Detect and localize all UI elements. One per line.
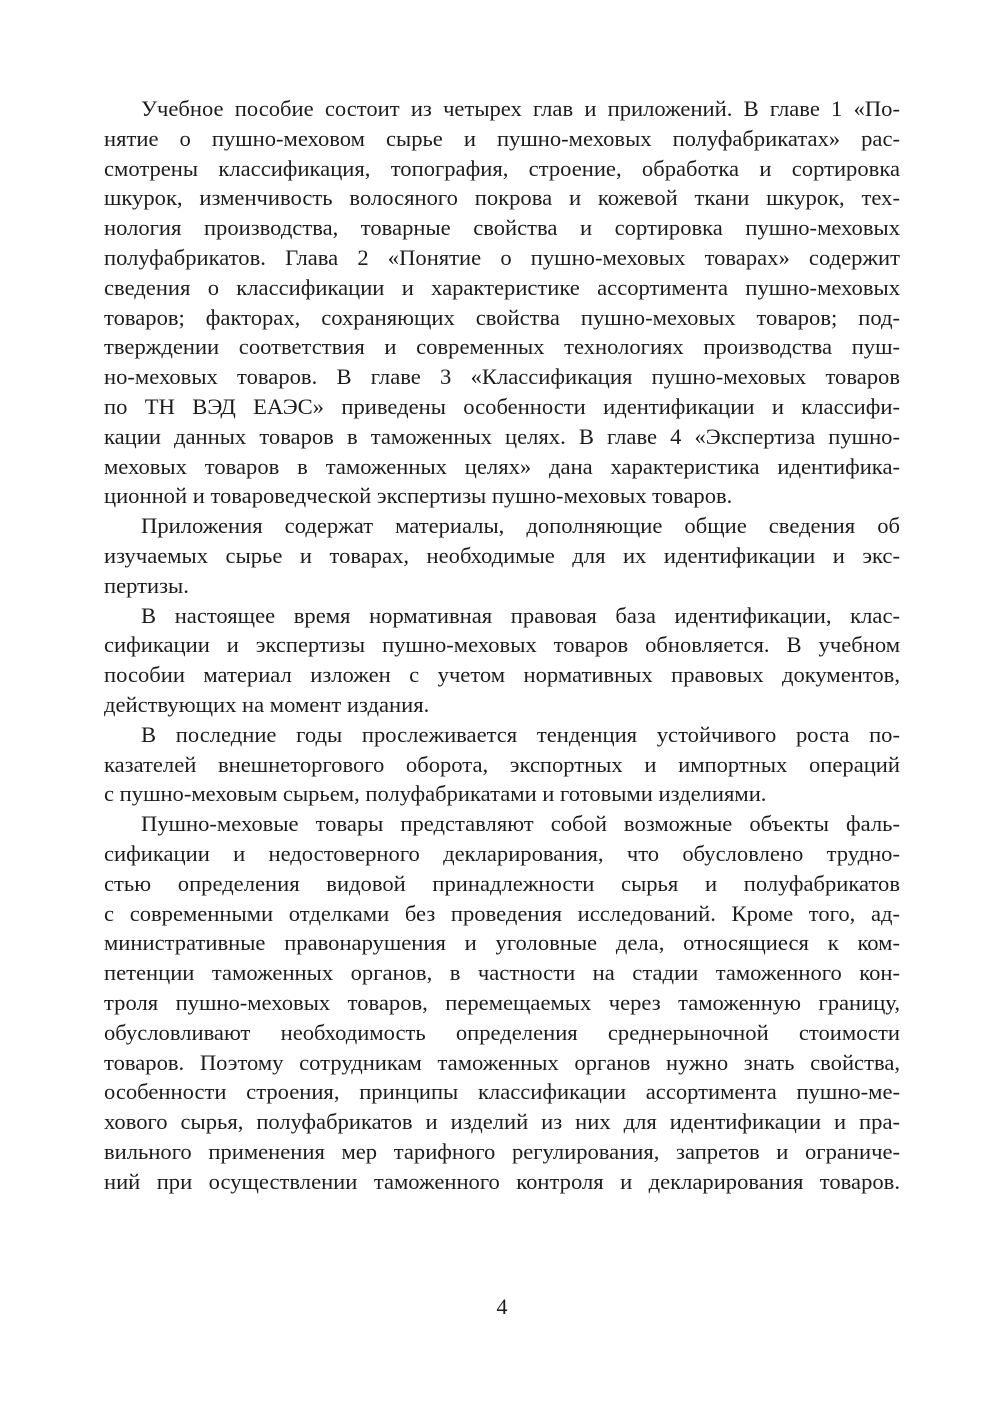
- text-line: шкурок, изменчивость волосяного покрова и кожевой ткани шкурок, тех-: [104, 185, 900, 211]
- text-line: сификации и недостоверного декларирования, что обусловлено трудно-: [104, 840, 900, 866]
- text-line: полуфабрикатов. Глава 2 «Понятие о пушно-меховых товарах» содержит: [104, 244, 900, 270]
- text-line: с пушно-меховым сырьем, полуфабрикатами и готовыми изделиями.: [104, 781, 767, 807]
- text-line: казателей внешнеторгового оборота, экспортных и импортных операций: [104, 751, 900, 777]
- text-line: ционной и товароведческой экспертизы пушно-меховых товаров.: [104, 483, 733, 509]
- text-line: вильного применения мер тарифного регулирования, запретов и ограниче-: [104, 1138, 900, 1164]
- paragraph-5: [104, 809, 900, 1196]
- text-line: пособии материал изложен с учетом нормативных правовых документов,: [104, 662, 900, 688]
- paragraph-1: [104, 94, 900, 511]
- text-line: Пушно-меховые товары представляют собой возможные объекты фаль-: [141, 811, 900, 837]
- text-line: меховых товаров в таможенных целях» дана характеристика идентифика-: [104, 453, 900, 479]
- paragraph-4: [104, 720, 900, 809]
- text-line: ний при осуществлении таможенного контроля и декларирования товаров.: [104, 1168, 900, 1194]
- text-line: кации данных товаров в таможенных целях. В главе 4 «Экспертиза пушно-: [104, 423, 900, 449]
- text-line: действующих на момент издания.: [104, 691, 430, 717]
- text-line: министративные правонарушения и уголовные дела, относящиеся к ком-: [104, 930, 900, 956]
- text-line: по ТН ВЭД ЕАЭС» приведены особенности идентификации и классифи-: [104, 393, 900, 419]
- text-line: нология производства, товарные свойства и сортировка пушно-меховых: [104, 215, 900, 241]
- paragraph-2: [104, 511, 900, 600]
- text-line: изучаемых сырье и товарах, необходимые для их идентификации и экс-: [104, 542, 900, 568]
- text-line: сификации и экспертизы пушно-меховых товаров обновляется. В учебном: [104, 632, 900, 658]
- text-line: петенции таможенных органов, в частности на стадии таможенного кон-: [104, 960, 900, 986]
- text-line: но-меховых товаров. В главе 3 «Классификация пушно-меховых товаров: [104, 364, 900, 390]
- text-line: Приложения содержат материалы, дополняющие общие сведения об: [141, 513, 900, 539]
- page-number: 4: [496, 1294, 508, 1319]
- text-line: особенности строения, принципы классификации ассортимента пушно-ме-: [104, 1079, 900, 1105]
- text-line: товаров. Поэтому сотрудникам таможенных органов нужно знать свойства,: [104, 1049, 900, 1075]
- text-line: В последние годы прослеживается тенденция устойчивого роста по-: [141, 721, 900, 747]
- text-line: товаров; факторах, сохраняющих свойства пушно-меховых товаров; под-: [104, 304, 900, 330]
- text-line: обусловливают необходимость определения среднерыночной стоимости: [104, 1019, 900, 1045]
- text-line: тверждении соответствия и современных технологиях производства пуш-: [104, 334, 900, 360]
- text-line: троля пушно-меховых товаров, перемещаемых через таможенную границу,: [104, 989, 900, 1015]
- text-line: хового сырья, полуфабрикатов и изделий из них для идентификации и пра-: [104, 1109, 900, 1135]
- text-line: нятие о пушно-меховом сырье и пушно-меховых полуфабрикатах» рас-: [104, 125, 900, 151]
- text-line: стью определения видовой принадлежности сырья и полуфабрикатов: [104, 870, 900, 896]
- text-line: В настоящее время нормативная правовая база идентификации, клас-: [141, 602, 900, 628]
- text-line: Учебное пособие состоит из четырех глав и приложений. В главе 1 «По-: [141, 96, 900, 121]
- text-line: смотрены классификация, топография, строение, обработка и сортировка: [104, 155, 900, 181]
- text-line: пертизы.: [104, 572, 189, 598]
- paragraph-3: [104, 601, 900, 720]
- text-line: сведения о классификации и характеристике ассортимента пушно-меховых: [104, 274, 900, 300]
- body-text: [104, 94, 900, 1196]
- text-line: с современными отделками без проведения исследований. Кроме того, ад-: [104, 900, 900, 926]
